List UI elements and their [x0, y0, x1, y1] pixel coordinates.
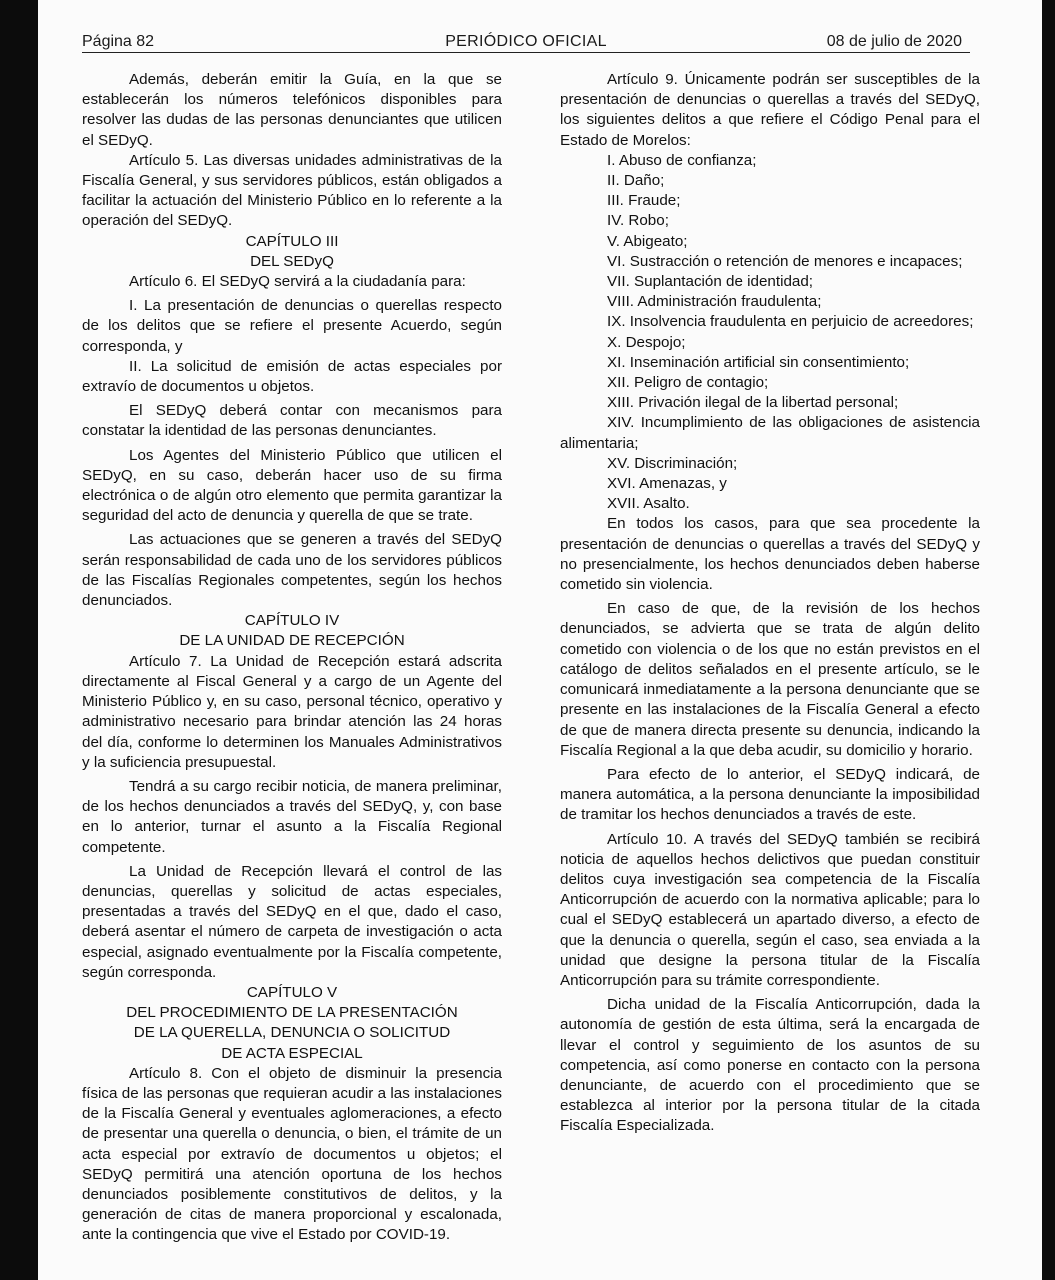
page-header	[82, 32, 970, 53]
list-item: IV. Robo;	[607, 212, 669, 230]
left-column	[82, 70, 502, 1246]
chapter-title: DE LA QUERELLA, DENUNCIA O SOLICITUD	[133, 1024, 451, 1042]
list-item: XVII. Asalto.	[607, 495, 690, 513]
paragraph: Artículo 6. El SEDyQ servirá a la ciudadanía para:	[129, 273, 466, 291]
chapter-heading: CAPÍTULO IV	[244, 612, 340, 630]
chapter-title: DE LA UNIDAD DE RECEPCIÓN	[179, 632, 405, 650]
list-item: I. Abuso de confianza;	[607, 151, 757, 169]
paragraph: En caso de que, de la revisión de los hechos denunciados, se advierta que se trata de algún delito cometido con violencia o de los que no están previstos en el catálogo de delitos señalados en el presente artículo, se le comunicará inmediatamente a la persona denunciante que se presente en las instalaciones de la Fiscalía General a efecto de que de manera directa presente su denuncia, indicando la Fiscalía Regional a la que deba acudir, su domicilio y horario.	[560, 600, 980, 759]
paragraph: Dicha unidad de la Fiscalía Anticorrupción, dada la autonomía de gestión de esta última, será la encargada de llevar el control y seguimiento de los asuntos de su competencia, así como ponerse en contacto con la persona denunciante, de acuerdo con el procedimiento que se establezca al interior por la persona titular de la citada Fiscalía Especializada.	[560, 996, 980, 1135]
list-item: XI. Inseminación artificial sin consentimiento;	[607, 353, 910, 371]
paragraph: Para efecto de lo anterior, el SEDyQ indicará, de manera automática, a la persona denunciante la imposibilidad de tramitar los hechos denunciados a través de este.	[560, 765, 980, 824]
paragraph: Los Agentes del Ministerio Público que utilicen el SEDyQ, en su caso, deberán hacer uso de su firma electrónica o de algún otro elemento que permita garantizar la seguridad del acto de denuncia y querella de que se trate.	[82, 446, 502, 525]
paragraph: Artículo 7. La Unidad de Recepción estará adscrita directamente al Fiscal General y a cargo de un Agente del Ministerio Público y, en su caso, personal técnico, operativo y administrativo necesario para brindar atención las 24 horas del día, conforme lo determinen los Manuales Administrativos y la suficiencia presupuestal.	[82, 652, 502, 771]
paragraph: Artículo 9. Únicamente podrán ser susceptibles de la presentación de denuncias o querellas a través del SEDyQ, los siguientes delitos a que refiere el Código Penal para el Estado de Morelos:	[560, 71, 980, 149]
paragraph: II. La solicitud de emisión de actas especiales por extravío de documentos u objetos.	[82, 357, 502, 396]
list-item: XIII. Privación ilegal de la libertad personal;	[607, 394, 899, 412]
paragraph: Las actuaciones que se generen a través del SEDyQ serán responsabilidad de cada uno de los servidores públicos de las Fiscalías Regionales competentes, según los hechos denunciados.	[82, 531, 502, 610]
paragraph: I. La presentación de denuncias o querellas respecto de los delitos que se refiere el presente Acuerdo, según corresponda, y	[82, 297, 502, 355]
paragraph: Artículo 5. Las diversas unidades administrativas de la Fiscalía General, y sus servidores públicos, están obligados a facilitar la actuación del Ministerio Público en lo referente a la operación del SEDyQ.	[82, 151, 502, 230]
paragraph: En todos los casos, para que sea procedente la presentación de denuncias o querellas a través del SEDyQ y no presencialmente, los hechos denunciados deben haberse cometido sin violencia.	[560, 515, 980, 594]
list-item: XIV. Incumplimiento de las obligaciones de asistencia alimentaria;	[560, 414, 980, 452]
paragraph: Tendrá a su cargo recibir noticia, de manera preliminar, de los hechos denunciados a través del SEDyQ, y, con base en lo anterior, turnar el asunto a la Fiscalía Regional competente.	[82, 777, 502, 856]
paragraph: Artículo 8. Con el objeto de disminuir la presencia física de las personas que requieran acudir a las instalaciones de la Fiscalía General y eventuales aglomeraciones, a efecto de presentar una querella o denuncia, o bien, el trámite de un acta especial por extravío de documentos u objetos; el SEDyQ permitirá una atención oportuna de los hechos denunciados posiblemente constitutivos de delitos, y la generación de citas de manera proporcional y escalonada, ante la contingencia que vive el Estado por COVID-19.	[82, 1064, 502, 1244]
list-item: XII. Peligro de contagio;	[607, 374, 769, 392]
list-item: II. Daño;	[607, 172, 665, 190]
list-item: XV. Discriminación;	[607, 454, 738, 472]
paragraph: Artículo 10. A través del SEDyQ también se recibirá noticia de aquellos hechos delictivos que puedan constituir delitos cuya investigación sea competencia de la Fiscalía Anticorrupción de acuerdo con la normativa aplicable; para lo cual el SEDyQ establecerá un apartado diverso, a efecto de que la denuncia o querella, según el caso, sea enviada a la unidad que designe la persona titular de la Fiscalía Anticorrupción para su trámite correspondiente.	[560, 830, 980, 989]
publication-title: PERIÓDICO OFICIAL	[445, 33, 607, 50]
chapter-heading: CAPÍTULO III	[245, 232, 339, 250]
list-item: V. Abigeato;	[607, 232, 688, 250]
chapter-heading: CAPÍTULO V	[246, 983, 338, 1001]
page-number: Página 82	[82, 33, 155, 50]
paragraph: El SEDyQ deberá contar con mecanismos para constatar la identidad de las personas denunciantes.	[82, 402, 502, 440]
paragraph: La Unidad de Recepción llevará el control de las denuncias, querellas y solicitud de actas especiales, presentadas a través del SEDyQ en el que, dado el caso, deberá asentar el número de carpeta de investigación o acta especial, asignado eventualmente por la Fiscalía competente, según corresponda.	[82, 862, 502, 981]
chapter-title: DEL PROCEDIMIENTO DE LA PRESENTACIÓN	[126, 1004, 458, 1022]
list-item: VIII. Administración fraudulenta;	[607, 293, 822, 311]
right-column	[560, 70, 980, 1137]
list-item: XVI. Amenazas, y	[607, 475, 727, 493]
paragraph: Además, deberán emitir la Guía, en la que se establecerán los números telefónicos disponibles para resolver las dudas de las personas denunciantes que utilicen el SEDyQ.	[82, 71, 502, 149]
chapter-title: DE ACTA ESPECIAL	[221, 1044, 363, 1062]
list-item: VII. Suplantación de identidad;	[607, 273, 814, 291]
list-item: III. Fraude;	[607, 192, 681, 210]
list-item: VI. Sustracción o retención de menores e incapaces;	[607, 252, 963, 270]
list-item: X. Despojo;	[607, 333, 686, 351]
document-page	[38, 0, 1042, 1280]
chapter-title: DEL SEDyQ	[250, 252, 334, 270]
list-item: IX. Insolvencia fraudulenta en perjuicio de acreedores;	[607, 313, 974, 331]
publication-date: 08 de julio de 2020	[826, 33, 962, 50]
